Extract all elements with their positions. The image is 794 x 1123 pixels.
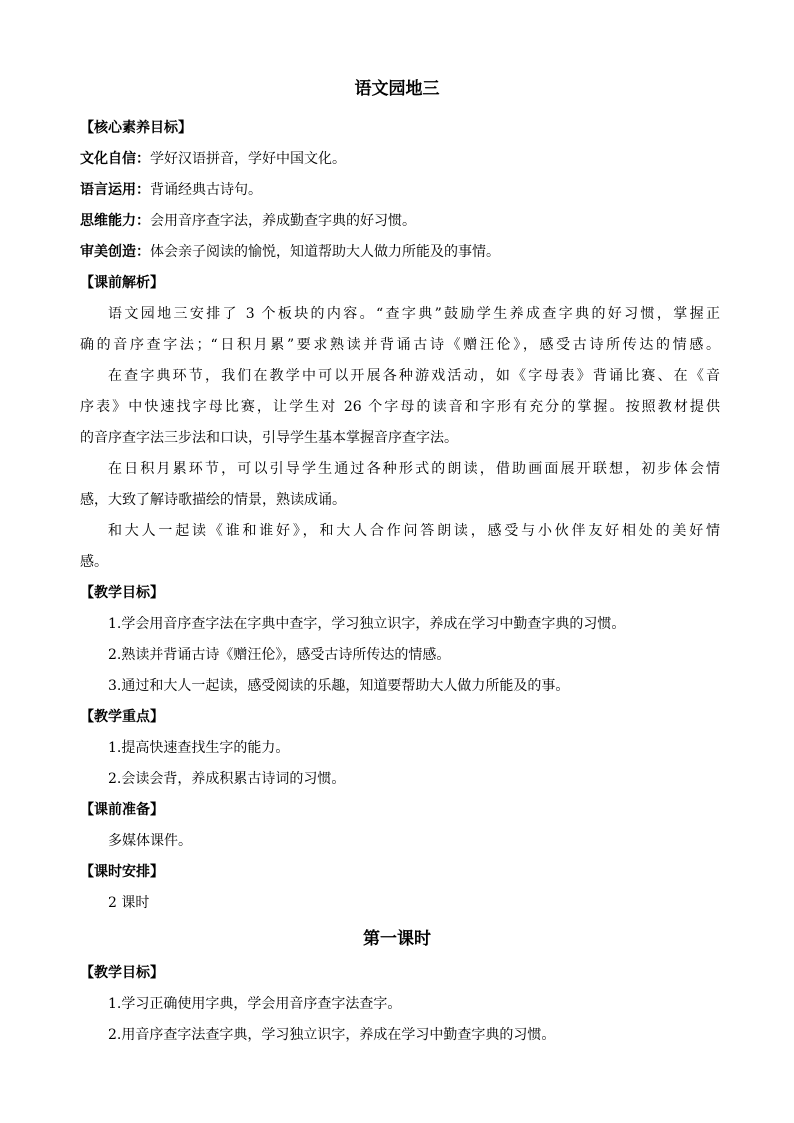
- teaching-focus-heading: 【教学重点】: [80, 709, 164, 725]
- core-goal-aesthetic: [80, 242, 720, 262]
- lesson-one-goals-heading: 【教学目标】: [80, 965, 164, 981]
- teaching-goal-item: 2.熟读并背诵古诗《赠汪伦》，感受古诗所传达的情感。: [108, 647, 451, 663]
- goal-text: 会用音序查字法，养成勤查字典的好习惯。: [150, 213, 416, 229]
- lesson-one-goal-item: 2.用音序查字法查字典，学习独立识字，养成在学习中勤查字典的习惯。: [108, 1027, 556, 1043]
- teaching-goal-item: 1.学会用音序查字法在字典中查字，学习独立识字，养成在学习中勤查字典的习惯。: [108, 616, 626, 632]
- analysis-line: 的音序查字法三步法和口诀，引导学生基本掌握音序查字法。: [80, 430, 458, 446]
- analysis-line: 感。: [80, 554, 108, 570]
- teaching-focus-item: 1.提高快速查找生字的能力。: [108, 740, 290, 756]
- pre-class-analysis-heading: 【课前解析】: [80, 275, 164, 291]
- document-title: 语文园地三: [354, 79, 440, 99]
- schedule-heading: 【课时安排】: [80, 864, 164, 880]
- schedule-text: 2 课时: [108, 895, 150, 911]
- goal-text: 背诵经典古诗句。: [150, 182, 262, 198]
- core-literacy-heading: 【核心素养目标】: [80, 120, 192, 136]
- analysis-line: 在查字典环节，我们在教学中可以开展各种游戏活动，如《字母表》背诵比赛、在《音: [108, 368, 720, 384]
- analysis-line: 序表》中快速找字母比赛，让学生对 26 个字母的读音和字形有充分的掌握。按照教材提供: [80, 399, 720, 415]
- goal-label: 文化自信：: [80, 151, 150, 167]
- analysis-line: 语文园地三安排了 3 个板块的内容。“查字典”鼓励学生养成查字典的好习惯，掌握正: [108, 306, 720, 322]
- teaching-focus-item: 2.会读会背，养成积累古诗词的习惯。: [108, 771, 346, 787]
- goal-label: 语言运用：: [80, 182, 150, 198]
- goal-label: 思维能力：: [80, 213, 150, 229]
- core-goal-language: [80, 180, 720, 200]
- goal-text: 体会亲子阅读的愉悦，知道帮助大人做力所能及的事情。: [150, 244, 500, 260]
- goal-label: 审美创造：: [80, 244, 150, 260]
- teaching-goal-item: 3.通过和大人一起读，感受阅读的乐趣，知道要帮助大人做力所能及的事。: [108, 678, 570, 694]
- teaching-goals-heading: 【教学目标】: [80, 585, 164, 601]
- lesson-one-title: 第一课时: [363, 929, 431, 949]
- pre-class-prep-heading: 【课前准备】: [80, 802, 164, 818]
- core-goal-culture: [80, 149, 720, 169]
- lesson-one-goal-item: 1.学习正确使用字典，学会用音序查字法查字。: [108, 996, 402, 1012]
- analysis-line: 感，大致了解诗歌描绘的情景，熟读成诵。: [80, 492, 346, 508]
- core-goal-thinking: [80, 211, 720, 231]
- goal-text: 学好汉语拼音，学好中国文化。: [150, 151, 346, 167]
- analysis-line: 在日积月累环节，可以引导学生通过各种形式的朗读，借助画面展开联想，初步体会情: [108, 461, 720, 477]
- analysis-line: 和大人一起读《谁和谁好》，和大人合作问答朗读，感受与小伙伴友好相处的美好情: [108, 523, 720, 539]
- analysis-line: 确的音序查字法；“日积月累”要求熟读并背诵古诗《赠汪伦》，感受古诗所传达的情感。: [80, 337, 720, 353]
- pre-class-prep-text: 多媒体课件。: [108, 833, 192, 849]
